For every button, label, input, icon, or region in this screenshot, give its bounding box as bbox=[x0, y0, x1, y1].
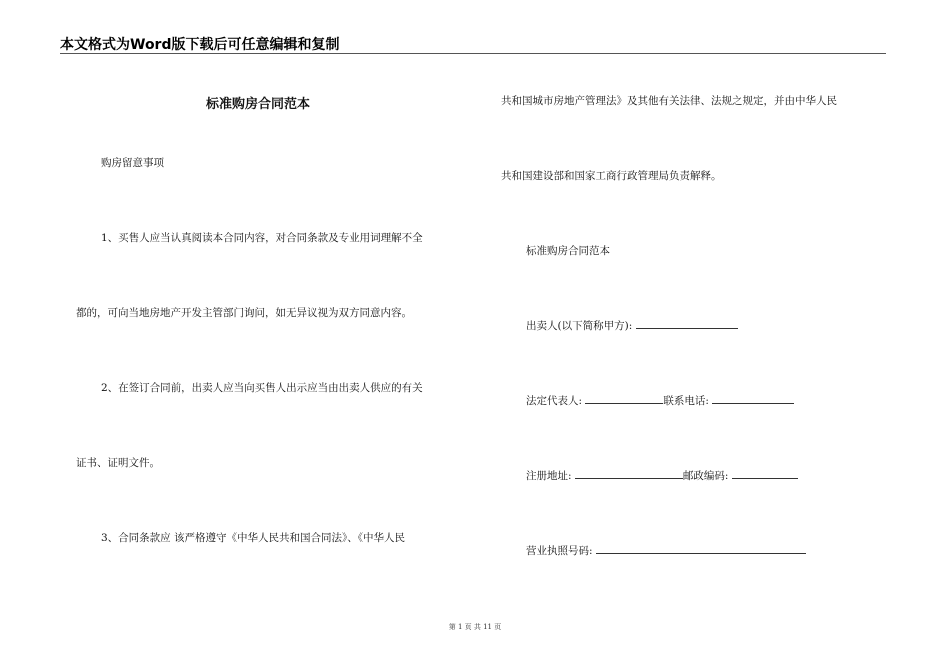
left-paragraph-2: 2、在签订合同前，出卖人应当向买售人出示应当由出卖人供应的有关 bbox=[101, 382, 423, 394]
left-title: 标准购房合同范本 bbox=[206, 97, 311, 112]
address-label: 注册地址: bbox=[526, 470, 572, 482]
left-paragraph-1: 1、买售人应当认真阅读本合同内容，对合同条款及专业用词理解不全 bbox=[101, 232, 423, 244]
seller-field bbox=[526, 318, 738, 333]
seller-blank[interactable] bbox=[636, 318, 738, 329]
phone-blank[interactable] bbox=[712, 393, 794, 404]
left-paragraph-3: 3、合同条款应 该严格遵守《中华人民共和国合同法》、《中华人民 bbox=[101, 532, 406, 544]
license-blank[interactable] bbox=[596, 543, 806, 554]
postcode-label: 邮政编码: bbox=[682, 470, 729, 482]
header-divider bbox=[60, 53, 886, 54]
document-header: 本文格式为Word版下载后可任意编辑和复制 bbox=[60, 37, 340, 53]
left-paragraph-notes: 购房留意事项 bbox=[101, 157, 164, 169]
right-subtitle: 标准购房合同范本 bbox=[526, 245, 610, 257]
left-paragraph-1-cont: 都的，可向当地房地产开发主管部门询问，如无异议视为双方同意内容。 bbox=[76, 307, 412, 319]
license-field bbox=[526, 543, 806, 558]
license-label: 营业执照号码: bbox=[526, 545, 593, 557]
postcode-blank[interactable] bbox=[732, 468, 798, 479]
phone-label: 联系电话: bbox=[663, 395, 709, 407]
legal-rep-blank[interactable] bbox=[585, 393, 663, 404]
page-footer: 第 1 页 共 11 页 bbox=[448, 623, 502, 631]
left-paragraph-2-cont: 证书、证明文件。 bbox=[76, 457, 160, 469]
address-field bbox=[526, 468, 798, 483]
address-blank[interactable] bbox=[575, 468, 683, 479]
legal-rep-field bbox=[526, 393, 794, 408]
seller-label: 出卖人(以下简称甲方): bbox=[526, 320, 633, 332]
legal-rep-label: 法定代表人: bbox=[526, 395, 583, 407]
right-paragraph-1: 共和国城市房地产管理法》及其他有关法律、法规之规定，并由中华人民 bbox=[501, 95, 837, 107]
right-paragraph-2: 共和国建设部和国家工商行政管理局负责解释。 bbox=[501, 170, 722, 182]
